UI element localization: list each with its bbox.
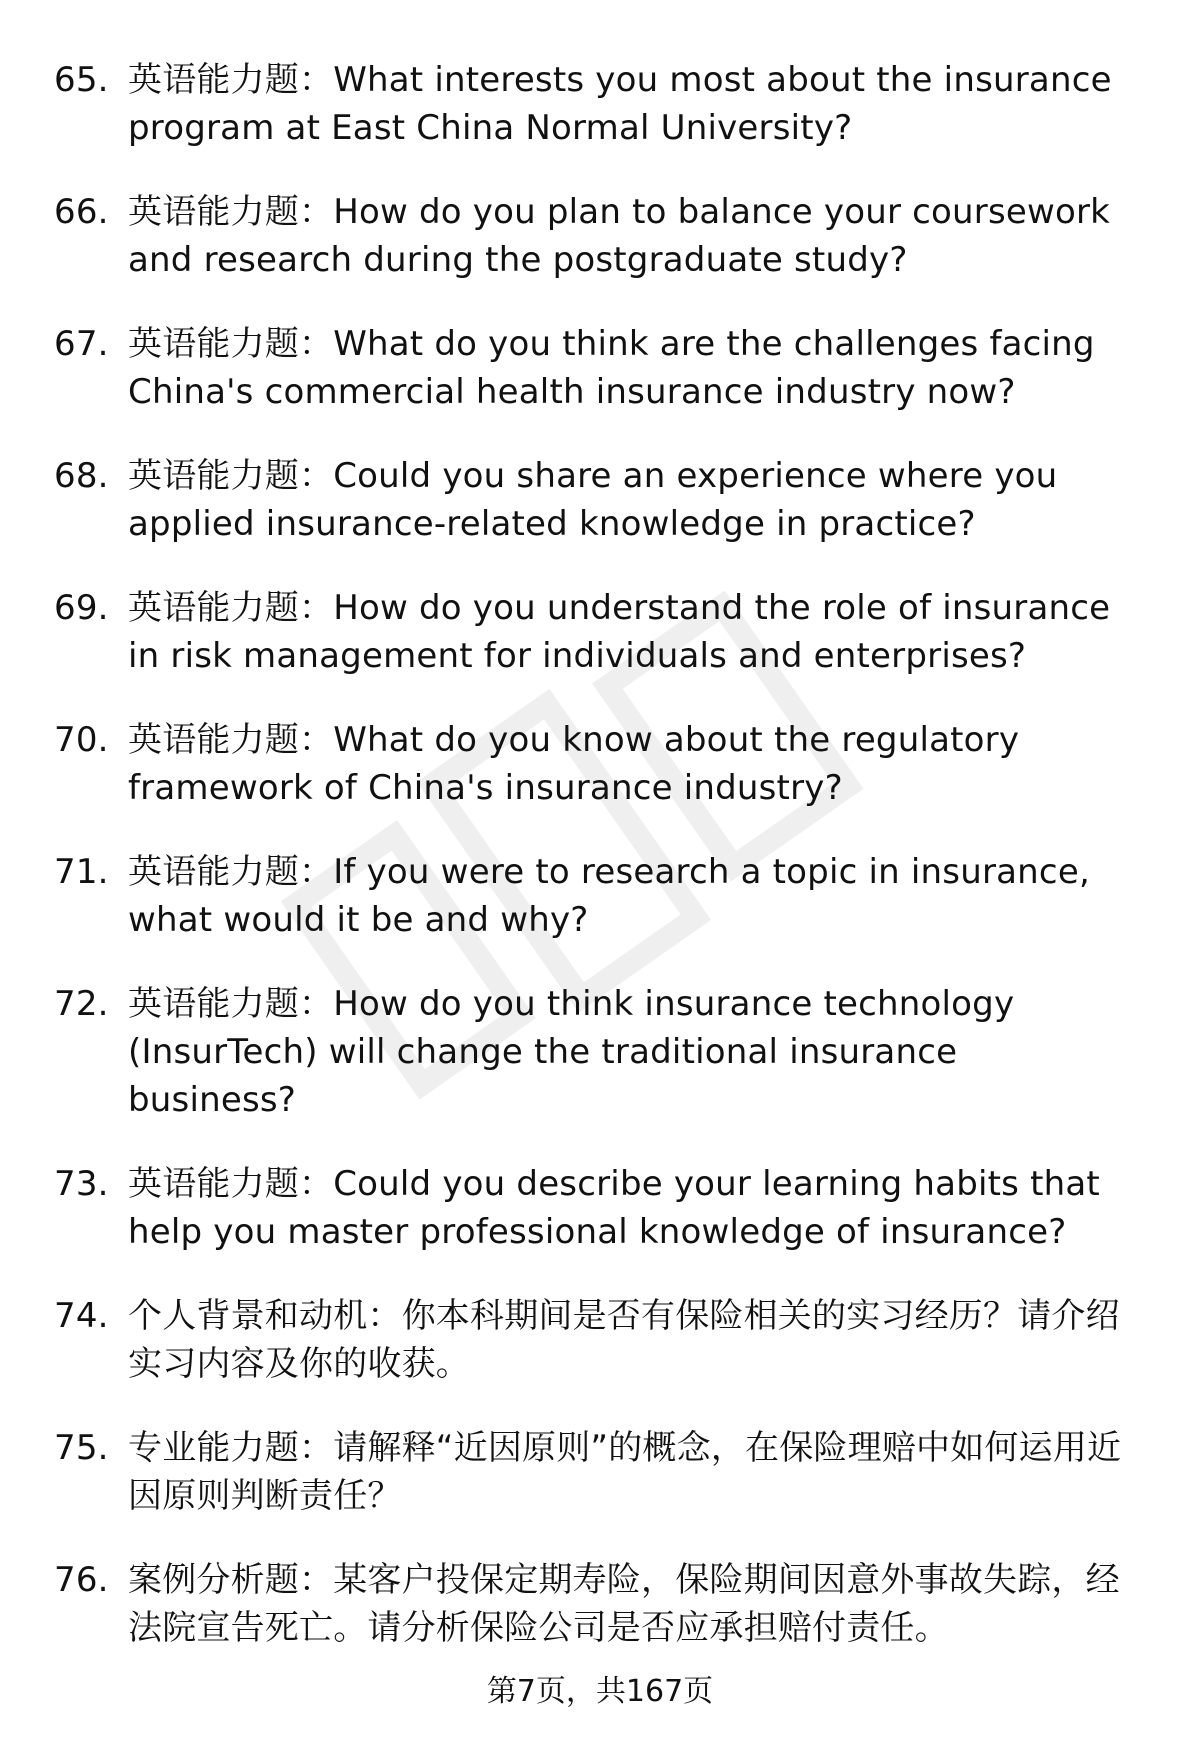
question-item xyxy=(0,980,1200,1124)
question-item xyxy=(0,716,1200,812)
question-item xyxy=(0,320,1200,416)
question-text: How do you plan to balance your coursework and research during the postgraduate study? xyxy=(128,192,1111,280)
page-number-footer: 第7页，共167页 xyxy=(486,1674,714,1709)
question-text: What do you know about the regulatory framework of China's insurance industry? xyxy=(128,720,1020,808)
question-category: 英语能力题： xyxy=(128,588,334,628)
question-item xyxy=(0,452,1200,548)
question-text: What interests you most about the insurance program at East China Normal University? xyxy=(128,60,1112,148)
question-number: 72. xyxy=(54,984,109,1024)
question-number: 65. xyxy=(54,60,109,100)
question-category: 专业能力题： xyxy=(128,1428,334,1468)
question-text: 某客户投保定期寿险，保险期间因意外事故失踪，经法院宣告死亡。请分析保险公司是否应承担赔付责任。 xyxy=(128,1560,1120,1648)
question-number: 75. xyxy=(54,1428,109,1468)
question-text: How do you understand the role of insurance in risk management for individuals and enterprises? xyxy=(128,588,1111,676)
question-category: 英语能力题： xyxy=(128,324,334,364)
question-category: 英语能力题： xyxy=(128,60,334,100)
question-item xyxy=(0,1292,1200,1388)
question-number: 67. xyxy=(54,324,109,364)
question-category: 案例分析题： xyxy=(128,1560,334,1600)
question-number: 66. xyxy=(54,192,109,232)
question-item xyxy=(0,584,1200,680)
question-text: Could you describe your learning habits that help you master professional knowledge of insurance? xyxy=(128,1164,1100,1252)
question-item xyxy=(0,1160,1200,1256)
question-number: 71. xyxy=(54,852,109,892)
question-item xyxy=(0,1424,1200,1520)
question-category: 英语能力题： xyxy=(128,192,334,232)
question-text: 你本科期间是否有保险相关的实习经历？请介绍实习内容及你的收获。 xyxy=(128,1296,1120,1384)
question-item xyxy=(0,848,1200,944)
question-category: 英语能力题： xyxy=(128,852,334,892)
question-number: 68. xyxy=(54,456,109,496)
question-number: 70. xyxy=(54,720,109,760)
question-number: 74. xyxy=(54,1296,109,1336)
question-number: 73. xyxy=(54,1164,109,1204)
question-list xyxy=(0,56,1200,1688)
question-category: 英语能力题： xyxy=(128,456,334,496)
question-text: 请解释“近因原则”的概念，在保险理赔中如何运用近因原则判断责任？ xyxy=(128,1428,1122,1516)
question-item xyxy=(0,188,1200,284)
question-text: What do you think are the challenges facing China's commercial health insurance industry now? xyxy=(128,324,1095,412)
question-number: 69. xyxy=(54,588,109,628)
question-category: 个人背景和动机： xyxy=(128,1296,402,1336)
question-item xyxy=(0,1556,1200,1652)
question-category: 英语能力题： xyxy=(128,720,334,760)
question-number: 76. xyxy=(54,1560,109,1600)
question-text: How do you think insurance technology (InsurTech) will change the traditional insurance business? xyxy=(128,984,1015,1120)
question-category: 英语能力题： xyxy=(128,1164,334,1204)
question-text: If you were to research a topic in insurance, what would it be and why? xyxy=(128,852,1090,940)
question-item xyxy=(0,56,1200,152)
question-category: 英语能力题： xyxy=(128,984,334,1024)
question-text: Could you share an experience where you applied insurance-related knowledge in practice? xyxy=(128,456,1058,544)
